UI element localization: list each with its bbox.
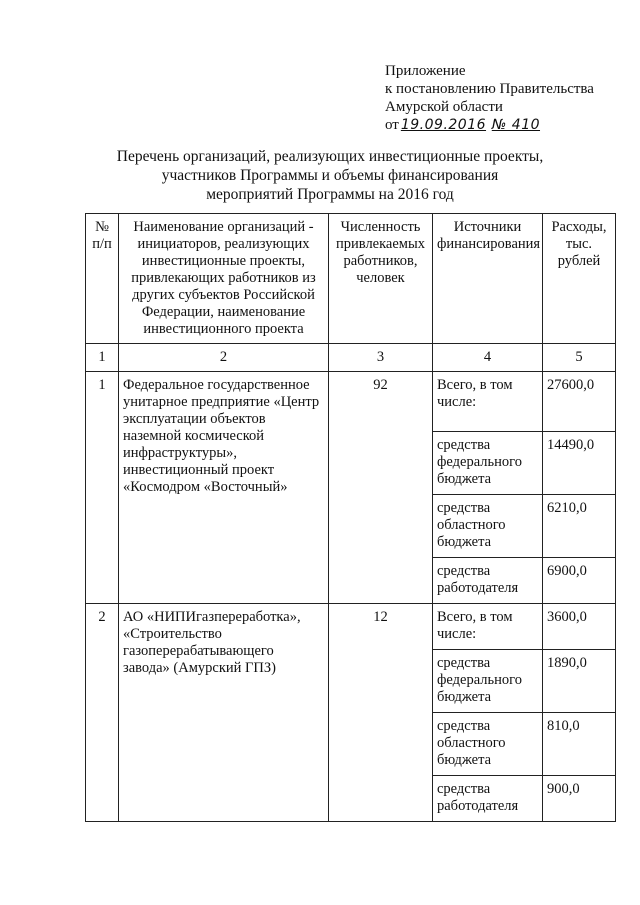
row-num: 1 [86, 372, 119, 604]
funding-amount: 6900,0 [543, 558, 616, 604]
header-row [86, 214, 616, 344]
funding-source: средства областного бюджета [433, 495, 543, 558]
funding-source: средства работодателя [433, 558, 543, 604]
title-line-2: участников Программы и объемы финансирования [161, 167, 499, 184]
title-line-1: Перечень организаций, реализующих инвестиционные проекты, [116, 148, 544, 165]
appendix-block [385, 62, 594, 134]
handwritten-date: 19.09.2016 [400, 117, 487, 133]
funding-amount: 3600,0 [543, 604, 616, 650]
appendix-line-2: к постановлению Правительства [385, 81, 594, 97]
organizations-table [85, 213, 616, 822]
col-number: 4 [433, 344, 543, 372]
appendix-line-3: Амурской области [385, 99, 503, 115]
funding-source: средства федерального бюджета [433, 432, 543, 495]
org-name: Федеральное государственное унитарное предприятие «Центр эксплуатации объектов наземной космической инфраструктуры», инвестиционный проект «Космодром «Восточный» [119, 372, 329, 604]
column-number-row [86, 344, 616, 372]
appendix-date-line [385, 116, 594, 134]
col-number: 2 [119, 344, 329, 372]
table-row [86, 604, 616, 650]
funding-amount: 14490,0 [543, 432, 616, 495]
handwritten-number: № 410 [491, 117, 541, 133]
col-number: 5 [543, 344, 616, 372]
funding-amount: 810,0 [543, 713, 616, 776]
funding-amount: 6210,0 [543, 495, 616, 558]
funding-source: средства федерального бюджета [433, 650, 543, 713]
col-number: 1 [86, 344, 119, 372]
funding-source: Всего, в том числе: [433, 604, 543, 650]
document-title [100, 147, 560, 204]
funding-amount: 1890,0 [543, 650, 616, 713]
row-num: 2 [86, 604, 119, 822]
header-sources: Источники финансирования [433, 214, 543, 344]
worker-count: 92 [329, 372, 433, 604]
funding-amount: 27600,0 [543, 372, 616, 432]
header-num: № п/п [86, 214, 119, 344]
title-line-3: мероприятий Программы на 2016 год [206, 186, 454, 203]
funding-source: Всего, в том числе: [433, 372, 543, 432]
funding-amount: 900,0 [543, 776, 616, 822]
header-expenses: Расходы, тыс. рублей [543, 214, 616, 344]
appendix-line-1: Приложение [385, 63, 466, 79]
from-label: от [385, 117, 399, 133]
worker-count: 12 [329, 604, 433, 822]
org-name: АО «НИПИгазпереработка», «Строительство газоперерабатывающего завода» (Амурский ГПЗ) [119, 604, 329, 822]
col-number: 3 [329, 344, 433, 372]
funding-source: средства областного бюджета [433, 713, 543, 776]
funding-source: средства работодателя [433, 776, 543, 822]
table-row [86, 372, 616, 432]
header-count: Численность привлекаемых работников, человек [329, 214, 433, 344]
header-name: Наименование организаций - инициаторов, реализующих инвестиционные проекты, привлекающих работников из других субъектов Российской Федерации, наименование инвестиционного проекта [119, 214, 329, 344]
